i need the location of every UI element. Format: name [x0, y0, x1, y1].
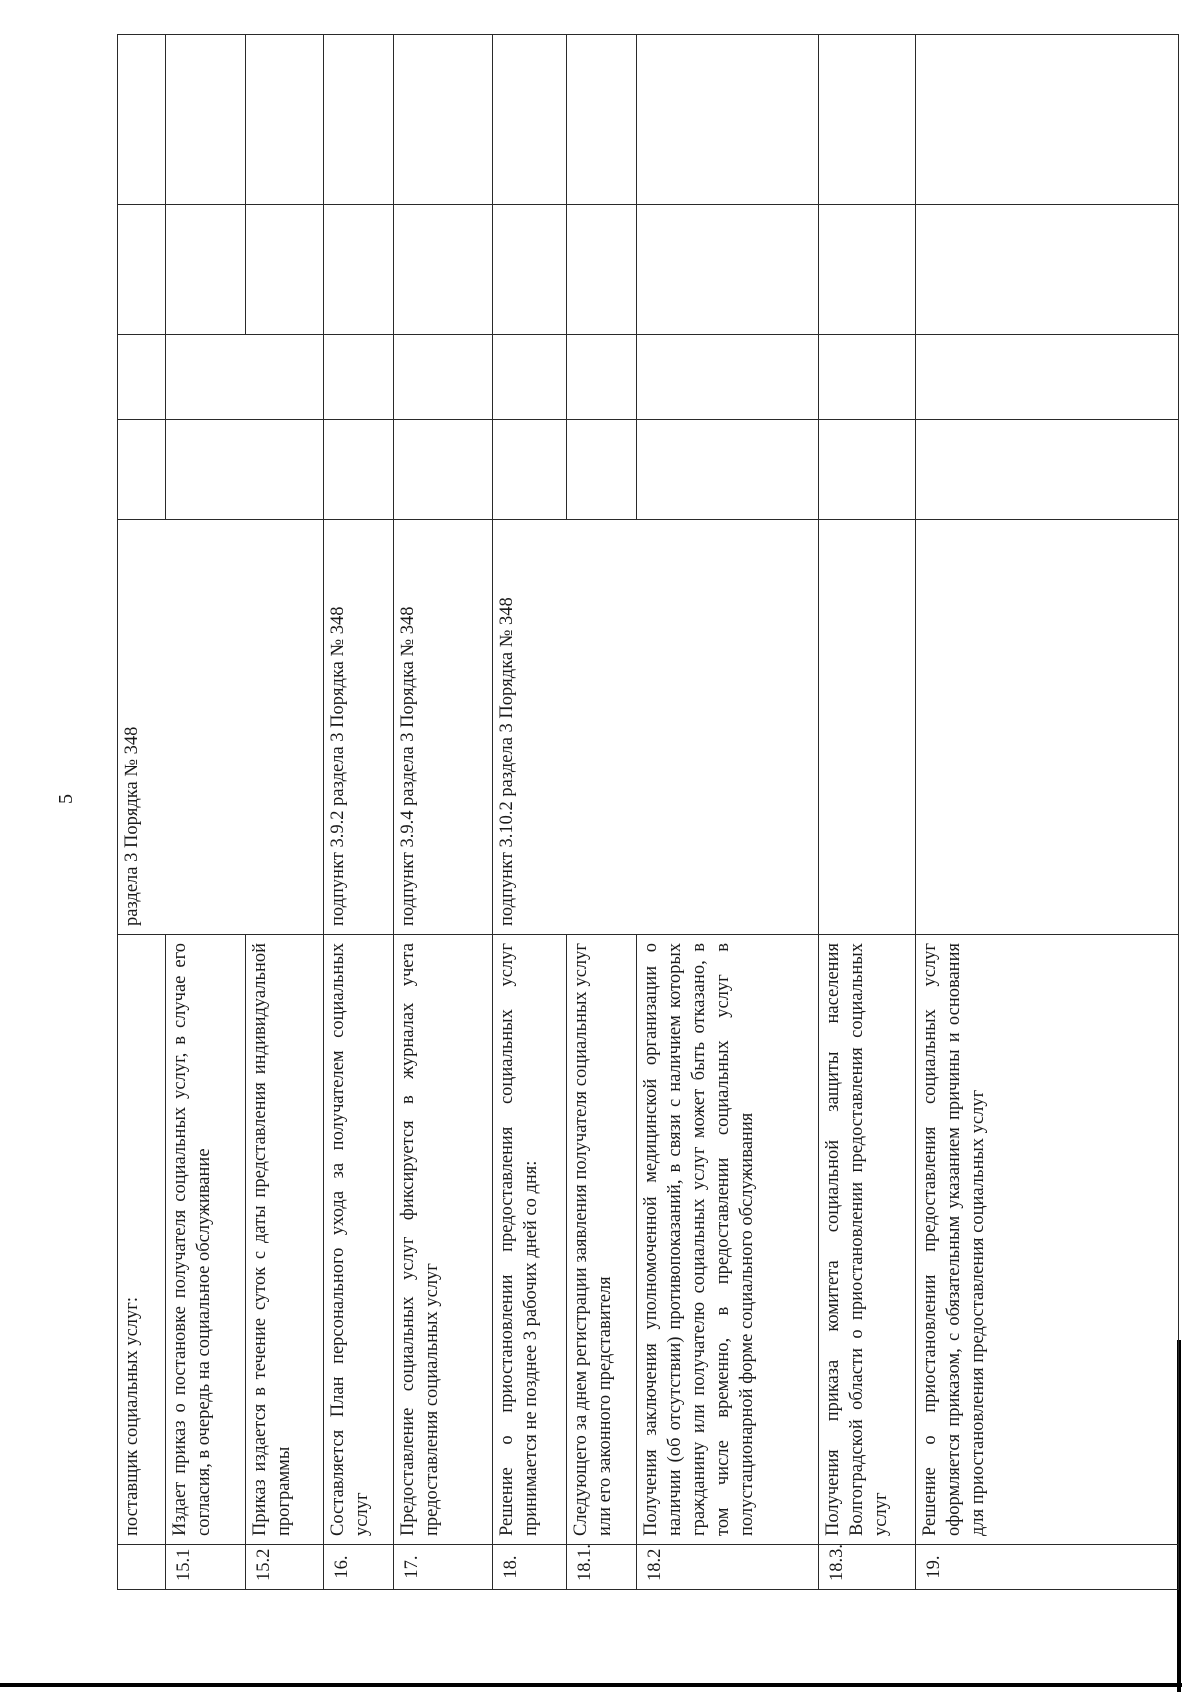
empty-cell [118, 335, 166, 420]
row-number: 17. [394, 1545, 493, 1590]
row-number: 18.2 [637, 1545, 819, 1590]
empty-cell [916, 520, 1179, 935]
step-text: Приказ издается в течение суток с даты представления индивидуальной программы [246, 935, 324, 1545]
empty-cell [324, 205, 394, 335]
empty-cell [567, 205, 637, 335]
step-text: Решение о приостановлении предоставления социальных услуг принимается не позднее 3 рабочих дней со дня: [493, 935, 567, 1545]
row-number: 15.2 [246, 1545, 324, 1590]
row-number: 18. [493, 1545, 567, 1590]
empty-cell [246, 205, 324, 335]
table-row [324, 35, 394, 1590]
row-number: 19. [916, 1545, 1179, 1590]
step-text: Издает приказ о постановке получателя социальных услуг, в случае его согласия, в очередь на социальное обслуживание [166, 935, 246, 1545]
empty-cell [246, 35, 324, 205]
empty-cell [118, 420, 166, 520]
step-text: Составляется План персонального ухода за получателем социальных услуг [324, 935, 394, 1545]
empty-cell [118, 205, 166, 335]
row-number: 18.3. [819, 1545, 916, 1590]
table-row [394, 35, 493, 1590]
legal-basis: подпункт 3.9.2 раздела 3 Порядка № 348 [324, 520, 394, 935]
empty-cell [567, 35, 637, 205]
empty-cell [819, 205, 916, 335]
empty-cell [493, 335, 567, 420]
empty-cell [819, 35, 916, 205]
empty-cell [567, 420, 637, 520]
empty-cell [166, 35, 246, 205]
table-row [819, 35, 916, 1590]
step-text: Предоставление социальных услуг фиксируется в журналах учета предоставления социальных услуг [394, 935, 493, 1545]
empty-cell [166, 335, 324, 420]
legal-basis: раздела 3 Порядка № 348 [118, 520, 324, 935]
empty-cell [394, 335, 493, 420]
step-text: Следующего за днем регистрации заявления получателя социальных услуг или его законного представителя [567, 935, 637, 1545]
empty-cell [916, 35, 1179, 205]
table-row [493, 35, 567, 1590]
empty-cell [324, 335, 394, 420]
rotated-table-wrapper [117, 35, 1179, 1590]
empty-cell [394, 35, 493, 205]
empty-cell [637, 335, 819, 420]
empty-cell [394, 205, 493, 335]
step-text: Решение о приостановлении предоставления социальных услуг оформляется приказом, с обязательным указанием причины и основания для приостановления предоставления социальных услуг [916, 935, 1179, 1545]
empty-cell [916, 420, 1179, 520]
empty-cell [637, 420, 819, 520]
empty-cell [567, 335, 637, 420]
scan-edge-bottom [0, 1683, 1182, 1687]
empty-cell [637, 205, 819, 335]
table-row [118, 35, 166, 1590]
empty-cell [916, 205, 1179, 335]
procedure-table [117, 34, 1179, 1590]
table-row [916, 35, 1179, 1590]
empty-cell [493, 35, 567, 205]
row-number [118, 1545, 166, 1590]
legal-basis: подпункт 3.10.2 раздела 3 Порядка № 348 [493, 520, 819, 935]
empty-cell [819, 520, 916, 935]
empty-cell [819, 335, 916, 420]
empty-cell [324, 420, 394, 520]
empty-cell [324, 35, 394, 205]
empty-cell [637, 35, 819, 205]
empty-cell [493, 420, 567, 520]
step-text: поставщик социальных услуг: [118, 935, 166, 1545]
empty-cell [166, 205, 246, 335]
empty-cell [166, 420, 324, 520]
empty-cell [394, 420, 493, 520]
row-number: 16. [324, 1545, 394, 1590]
empty-cell [118, 35, 166, 205]
row-number: 18.1. [567, 1545, 637, 1590]
step-text: Получения заключения уполномоченной медицинской организации о наличии (об отсутствии) противопоказаний, в связи с наличием которых гражданину или получателю социальных услуг может быть отказано, в том числе временно, в предоставлении социальных услуг в полустационарной форме социального обслуживания [637, 935, 819, 1545]
row-number: 15.1 [166, 1545, 246, 1590]
legal-basis: подпункт 3.9.4 раздела 3 Порядка № 348 [394, 520, 493, 935]
step-text: Получения приказа комитета социальной защиты населения Волгоградской области о приостановлении предоставления социальных услуг [819, 935, 916, 1545]
empty-cell [916, 335, 1179, 420]
empty-cell [493, 205, 567, 335]
page-number: 5 [55, 794, 77, 804]
empty-cell [819, 420, 916, 520]
